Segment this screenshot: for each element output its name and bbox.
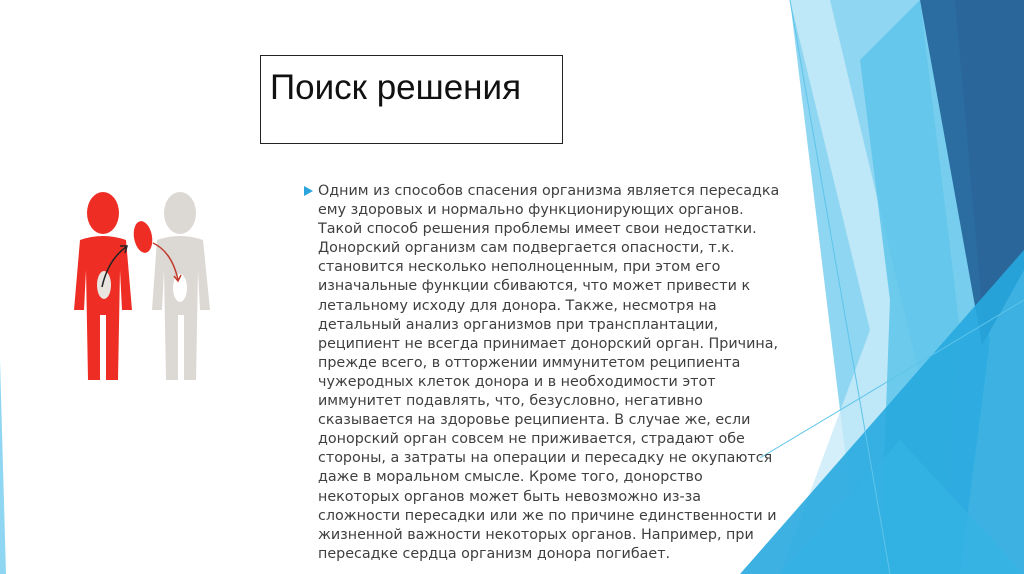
body-text xyxy=(318,182,779,564)
body-text-line: становится несколько неполноценным, при этом его xyxy=(318,259,721,276)
title-box xyxy=(260,55,563,144)
body-text-line: изначальные функции сбиваются, что может привести к xyxy=(318,278,751,295)
body-text-line: донорский орган совсем не приживается, страдают обе xyxy=(318,431,745,448)
body-text-line: летальному исходу для донора. Также, несмотря на xyxy=(318,297,717,314)
body-text-line: даже в моральном смысле. Кроме того, донорство xyxy=(318,469,703,486)
bg-shape-left xyxy=(0,360,6,574)
body-text-line: ему здоровых и нормально функционирующих органов. xyxy=(318,202,744,219)
slide-title: Поиск решения xyxy=(270,68,522,107)
organ-transplant-illustration xyxy=(60,180,230,390)
body-text-line: сказывается на здоровье реципиента. В случае же, если xyxy=(318,412,751,429)
body-text-line: пересадке сердца организм донора погибает. xyxy=(318,545,671,562)
body-text-line: реципиент не всегда принимает донорский орган. Причина, xyxy=(318,335,779,352)
bullet-arrow-icon xyxy=(304,186,313,196)
body-text-line: сложности пересадки или же по причине единственности и xyxy=(318,507,777,524)
body-text-line: жизненной важности некоторых органов. Например, при xyxy=(318,526,754,543)
body-text-line: Такой способ решения проблемы имеет свои недостатки. xyxy=(318,221,757,238)
body-text-line: чужеродных клеток донора и в необходимости этот xyxy=(318,373,716,390)
kidney-icon xyxy=(131,220,154,255)
body-text-line: прежде всего, в отторжении иммунитетом реципиента xyxy=(318,354,741,371)
body-text-line: детальный анализ организмов при трансплантации, xyxy=(318,316,719,333)
body-text-line: Донорский организм сам подвергается опасности, т.к. xyxy=(318,240,735,257)
donor-kidney-outline xyxy=(97,271,111,299)
body-text-line: стороны, а затраты на операции и пересадку не окупаются xyxy=(318,450,773,467)
body-text-line: некоторых органов может быть невозможно из-за xyxy=(318,488,702,505)
body-text-line: Одним из способов спасения организма является пересадка xyxy=(318,183,780,199)
body-text-line: иммунитет подавлять, что, безусловно, негативно xyxy=(318,393,703,410)
